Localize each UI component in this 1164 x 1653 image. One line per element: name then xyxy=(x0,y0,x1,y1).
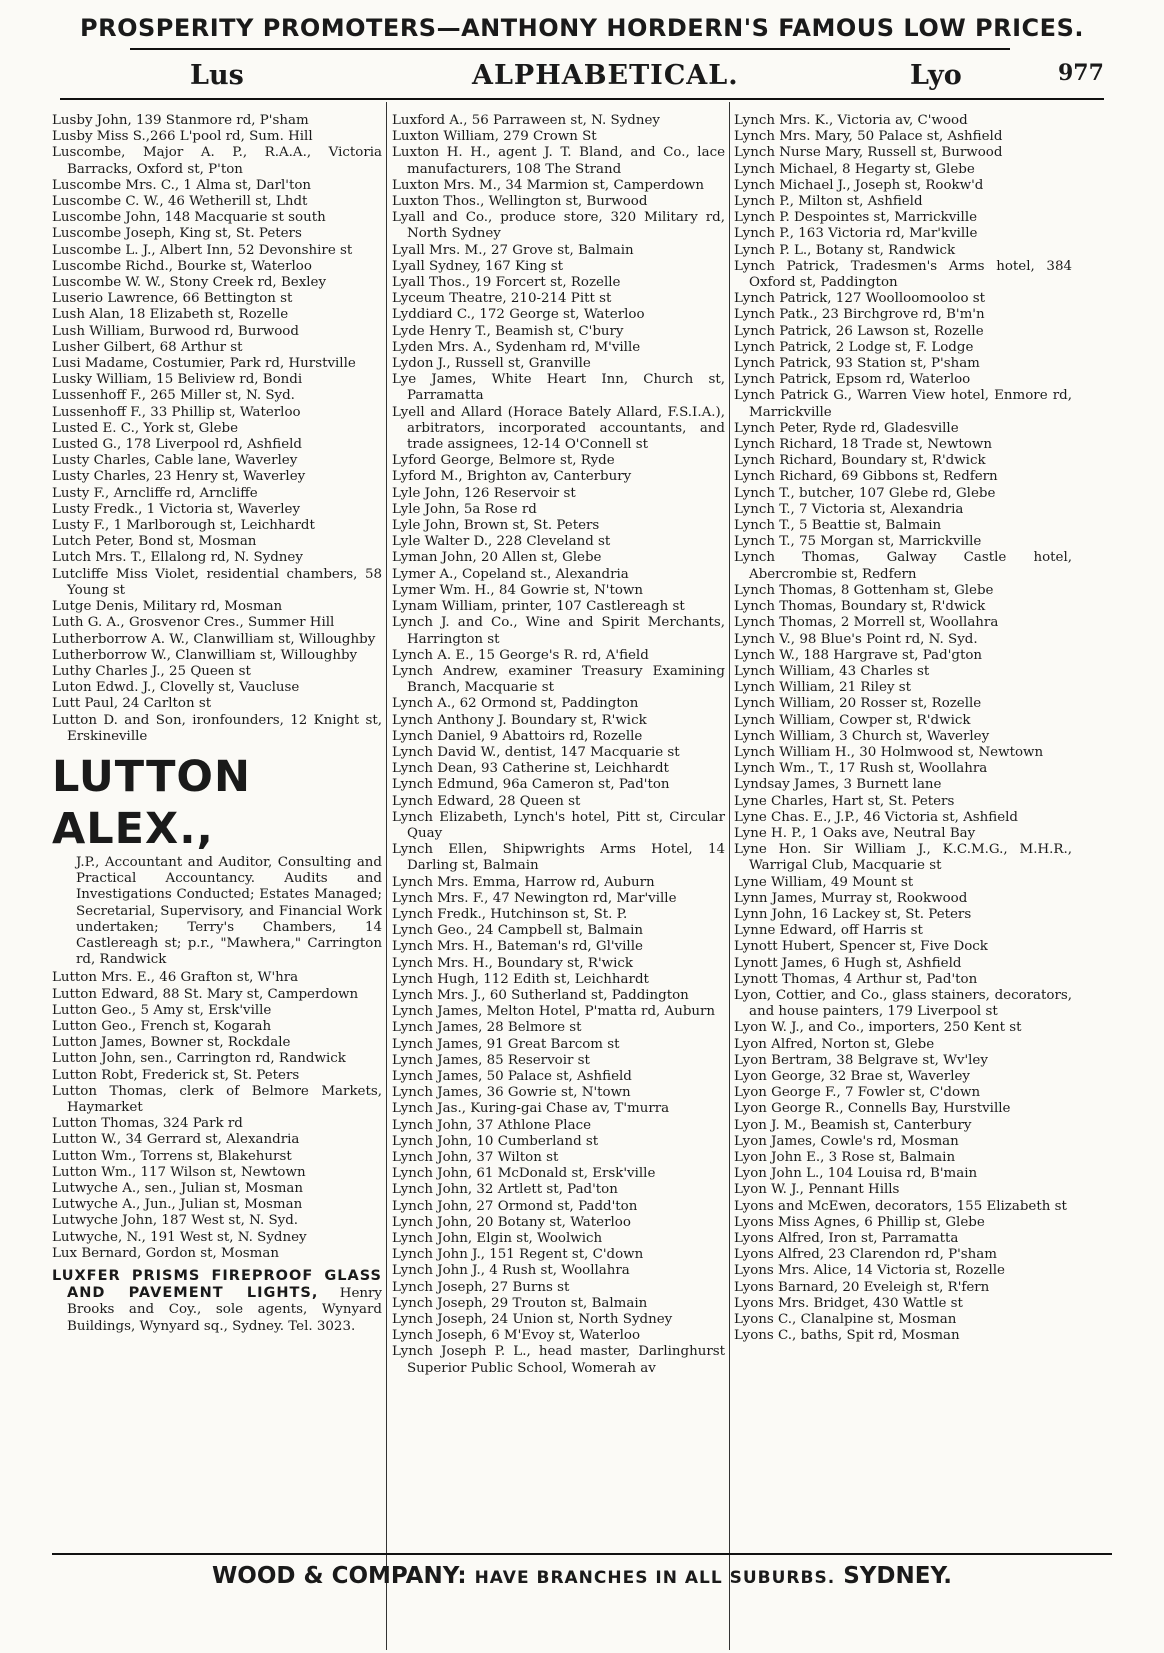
directory-entry: Luth G. A., Grosvenor Cres., Summer Hill xyxy=(52,615,335,631)
directory-entry: Lyceum Theatre, 210-214 Pitt st xyxy=(392,291,612,307)
directory-entry: Lutton Mrs. E., 46 Grafton st, W'hra xyxy=(52,970,299,986)
banner-rule xyxy=(130,48,1010,50)
directory-entry: Lutherborrow A. W., Clanwilliam st, Willoughby xyxy=(52,631,376,647)
directory-entry: Lynch Patrick, 93 Station st, P'sham xyxy=(734,356,980,372)
directory-entry: Lyall and Co., produce store, 320 Military rd, North Sydney xyxy=(392,210,725,242)
guide-word-left: Lus xyxy=(190,60,244,91)
directory-entry: Lyde Henry T., Beamish st, C'bury xyxy=(392,323,624,339)
directory-entry: Lyne Chas. E., J.P., 46 Victoria st, Ashfield xyxy=(734,809,1018,825)
directory-entry: Lynch Mrs. K., Victoria av, C'wood xyxy=(734,113,968,128)
directory-entry: Luscombe, Major A. P., R.A.A., Victoria Barracks, Oxford st, P'ton xyxy=(52,145,382,177)
directory-entry: Lyons Barnard, 20 Eveleigh st, R'fern xyxy=(734,1279,990,1295)
directory-entry: Lyon James, Cowle's rd, Mosman xyxy=(734,1133,959,1149)
directory-entry: Lynch J. and Co., Wine and Spirit Merchants, Harrington st xyxy=(392,615,725,647)
directory-entry: Lusty Charles, Cable lane, Waverley xyxy=(52,453,298,469)
directory-entry: Lynch A. E., 15 George's R. rd, A'field xyxy=(392,647,649,663)
directory-entry: Lusky William, 15 Beliview rd, Bondi xyxy=(52,372,303,388)
directory-entry: Lyle Walter D., 228 Cleveland st xyxy=(392,534,611,550)
directory-entry: Lush Alan, 18 Elizabeth st, Rozelle xyxy=(52,307,289,323)
directory-entry: Lynne Edward, off Harris st xyxy=(734,923,923,939)
directory-entry: Lusted E. C., York st, Glebe xyxy=(52,420,239,436)
directory-entry: Lutton Edward, 88 St. Mary st, Camperdown xyxy=(52,986,359,1002)
footer-middle: HAVE BRANCHES IN ALL SUBURBS. xyxy=(474,1568,836,1588)
directory-entry: Lynch W., 188 Hargrave st, Pad'gton xyxy=(734,647,983,663)
directory-entry: Lynch Mrs. Mary, 50 Palace st, Ashfield xyxy=(734,129,1003,145)
directory-entry: Lyons Alfred, 23 Clarendon rd, P'sham xyxy=(734,1247,997,1263)
directory-entry: Lusher Gilbert, 68 Arthur st xyxy=(52,339,243,355)
directory-entry: Lutton Geo., French st, Kogarah xyxy=(52,1018,272,1034)
directory-entry: Lyon W. J., and Co., importers, 250 Kent st xyxy=(734,1020,1022,1036)
directory-entry: Lyne Hon. Sir William J., K.C.M.G., M.H.R., Warrigal Club, Macquarie st xyxy=(734,842,1072,874)
directory-entry: Lynch Daniel, 9 Abattoirs rd, Rozelle xyxy=(392,728,643,744)
directory-entry: Lynch Patrick G., Warren View hotel, Enmore rd, Marrickville xyxy=(734,388,1072,420)
directory-entry: Lynch John, 32 Artlett st, Pad'ton xyxy=(392,1182,618,1198)
directory-entry: Luxton H. H., agent J. T. Bland, and Co., lace manufacturers, 108 The Strand xyxy=(392,145,725,177)
directory-entry: Lynch John J., 151 Regent st, C'down xyxy=(392,1247,644,1263)
directory-entry: Lynch John, 37 Athlone Place xyxy=(392,1117,592,1133)
directory-entry: Lyford George, Belmore st, Ryde xyxy=(392,453,615,469)
directory-entry: Lynch Patrick, 2 Lodge st, F. Lodge xyxy=(734,339,974,355)
directory-entry: Lutherborrow W., Clanwilliam st, Willoughby xyxy=(52,647,358,663)
directory-entry: Lyddiard C., 172 George st, Waterloo xyxy=(392,307,645,323)
advert-name: LUTTON ALEX., xyxy=(52,751,251,854)
directory-entry: Lynch T., butcher, 107 Glebe rd, Glebe xyxy=(734,485,996,501)
directory-entry: Lutton Wm., Torrens st, Blakehurst xyxy=(52,1148,292,1164)
directory-entry: Lynch Elizabeth, Lynch's hotel, Pitt st, Circular Quay xyxy=(392,809,725,841)
directory-entry: Lutton D. and Son, ironfounders, 12 Knight st, Erskineville xyxy=(52,712,382,744)
directory-entry: Lyell and Allard (Horace Bately Allard, F.S.I.A.), arbitrators, incorporated accountants, and trade assignees, 12-14 O'Connell st xyxy=(392,404,725,453)
directory-entry: Lynch Jas., Kuring-gai Chase av, T'murra xyxy=(392,1101,670,1117)
directory-entry: Lyon, Cottier, and Co., glass stainers, decorators, and house painters, 179 Liverpool st xyxy=(734,987,1072,1020)
entry-list xyxy=(734,113,1072,1344)
directory-entry: Lyons C., baths, Spit rd, Mosman xyxy=(734,1328,960,1344)
directory-entry: Lynch Ellen, Shipwrights Arms Hotel, 14 Darling st, Balmain xyxy=(392,842,725,874)
directory-entry: Lyall Thos., 19 Forcert st, Rozelle xyxy=(392,275,621,291)
directory-entry: Lyons Mrs. Alice, 14 Victoria st, Rozelle xyxy=(734,1263,1005,1279)
directory-entry: Lynch Thomas, 2 Morrell st, Woollahra xyxy=(734,615,999,631)
directory-entry: Lyle John, 126 Reservoir st xyxy=(392,485,576,501)
directory-entry: Lyon George, 32 Brae st, Waverley xyxy=(734,1068,970,1084)
entry-list xyxy=(52,970,382,1262)
directory-entry: Lynch Fredk., Hutchinson st, St. P. xyxy=(392,906,628,922)
directory-entry: Lynch Thomas, Galway Castle hotel, Abercrombie st, Redfern xyxy=(734,550,1072,582)
directory-entry: Lynch Thomas, 8 Gottenham st, Glebe xyxy=(734,582,994,598)
footer-rule xyxy=(52,1553,1112,1555)
directory-entry: Lynch Joseph, 27 Burns st xyxy=(392,1279,570,1295)
directory-entry: Lynch T., 75 Morgan st, Marrickville xyxy=(734,534,982,550)
directory-entry: Lynch Joseph, 6 M'Evoy st, Waterloo xyxy=(392,1328,641,1344)
directory-entry: Lynch P., Milton st, Ashfield xyxy=(734,194,923,210)
directory-entry: Lynott James, 6 Hugh st, Ashfield xyxy=(734,955,962,971)
directory-entry: Lush William, Burwood rd, Burwood xyxy=(52,323,299,339)
directory-entry: Lynch Joseph, 24 Union st, North Sydney xyxy=(392,1312,673,1328)
section-title: ALPHABETICAL. xyxy=(472,60,739,91)
directory-entry: Lynch John, 10 Cumberland st xyxy=(392,1133,599,1149)
directory-entry: Lutton Thomas, 324 Park rd xyxy=(52,1116,243,1132)
directory-entry: Luscombe W. W., Stony Creek rd, Bexley xyxy=(52,275,327,291)
directory-entry: Lynch William, 43 Charles st xyxy=(734,663,930,679)
directory-entry: Lydon J., Russell st, Granville xyxy=(392,356,591,372)
directory-entry: Lynch Anthony J. Boundary st, R'wick xyxy=(392,712,647,728)
running-head xyxy=(60,60,1104,100)
page-banner: PROSPERITY PROMOTERS—ANTHONY HORDERN'S FAMOUS LOW PRICES. xyxy=(80,14,1084,42)
directory-entry: Lynch Nurse Mary, Russell st, Burwood xyxy=(734,145,1003,161)
directory-entry: Lux Bernard, Gordon st, Mosman xyxy=(52,1245,279,1261)
footer-tail: SYDNEY. xyxy=(843,1563,953,1589)
directory-entry: Lusty Charles, 23 Henry st, Waverley xyxy=(52,469,306,485)
directory-entry: Lynch John, 20 Botany st, Waterloo xyxy=(392,1214,631,1230)
directory-entry: Lyndsay James, 3 Burnett lane xyxy=(734,777,942,793)
directory-entry: Lynch A., 62 Ormond st, Paddington xyxy=(392,696,639,712)
column-divider xyxy=(386,102,387,1650)
entry-list xyxy=(52,113,382,745)
directory-entry: Lutch Peter, Bond st, Mosman xyxy=(52,534,257,550)
directory-entry: Lyon Alfred, Norton st, Glebe xyxy=(734,1036,935,1052)
directory-entry: Lynch James, 50 Palace st, Ashfield xyxy=(392,1068,632,1084)
directory-entry: Lynch Richard, 18 Trade st, Newtown xyxy=(734,437,992,453)
directory-entry: Lynn John, 16 Lackey st, St. Peters xyxy=(734,906,972,922)
directory-entry: Lynch Peter, Ryde rd, Gladesville xyxy=(734,420,959,436)
directory-entry: Lynch Patrick, Tradesmen's Arms hotel, 384 Oxford st, Paddington xyxy=(734,258,1072,291)
directory-entry: Lynch James, 91 Great Barcom st xyxy=(392,1036,620,1052)
directory-entry: Lynch Mrs. Emma, Harrow rd, Auburn xyxy=(392,874,655,890)
directory-entry: Lynch William, 21 Riley st xyxy=(734,680,912,696)
directory-entry: Lynch Edward, 28 Queen st xyxy=(392,793,581,809)
directory-entry: Lyon George F., 7 Fowler st, C'down xyxy=(734,1085,981,1101)
directory-entry: Lyall Mrs. M., 27 Grove st, Balmain xyxy=(392,242,634,258)
directory-entry: Lymer Wm. H., 84 Gowrie st, N'town xyxy=(392,582,643,598)
footer-lead: WOOD & COMPANY: xyxy=(211,1563,467,1589)
directory-entry: Luscombe John, 148 Macquarie st south xyxy=(52,210,326,226)
page-footer xyxy=(0,1563,1164,1589)
directory-entry: Lyon John E., 3 Rose st, Balmain xyxy=(734,1150,956,1165)
directory-entry: Lynch Wm., T., 17 Rush st, Woollahra xyxy=(734,761,988,777)
directory-entry: Lynam William, printer, 107 Castlereagh st xyxy=(392,599,685,615)
directory-entry: Lyon W. J., Pennant Hills xyxy=(734,1182,900,1198)
directory-entry: Lynch John J., 4 Rush st, Woollahra xyxy=(392,1263,630,1279)
directory-entry: Lyons Alfred, Iron st, Parramatta xyxy=(734,1231,959,1247)
directory-entry: Luscombe Mrs. C., 1 Alma st, Darl'ton xyxy=(52,177,312,193)
directory-column-2 xyxy=(392,113,725,1377)
directory-entry: Lynch William H., 30 Holmwood st, Newtown xyxy=(734,744,1044,760)
directory-entry: Lymer A., Copeland st., Alexandria xyxy=(392,566,629,582)
directory-entry: Lyden Mrs. A., Sydenham rd, M'ville xyxy=(392,339,641,355)
directory-entry: Lutton James, Bowner st, Rockdale xyxy=(52,1035,291,1051)
directory-entry: Lynch Joseph P. L., head master, Darlinghurst Superior Public School, Womerah av xyxy=(392,1344,725,1376)
directory-entry: Lutton Wm., 117 Wilson st, Newtown xyxy=(52,1164,306,1180)
directory-entry: Lynn James, Murray st, Rookwood xyxy=(734,890,968,906)
directory-entry: Lynch T., 7 Victoria st, Alexandria xyxy=(734,501,964,517)
directory-entry: Lutton Geo., 5 Amy st, Ersk'ville xyxy=(52,1002,272,1018)
directory-entry: Lyle John, 5a Rose rd xyxy=(392,501,537,517)
directory-entry: Lynch Thomas, Boundary st, R'dwick xyxy=(734,599,986,615)
directory-entry: Lyon J. M., Beamish st, Canterbury xyxy=(734,1117,972,1133)
directory-entry: Lynott Hubert, Spencer st, Five Dock xyxy=(734,939,988,955)
directory-entry: Lynch James, Melton Hotel, P'matta rd, Auburn xyxy=(392,1004,716,1020)
directory-entry: Lussenhoff F., 33 Phillip st, Waterloo xyxy=(52,404,301,420)
directory-entry: Lutwyche, N., 191 West st, N. Sydney xyxy=(52,1229,307,1245)
directory-entry: Lynch Patrick, 26 Lawson st, Rozelle xyxy=(734,323,984,339)
directory-entry: Lutton Thomas, clerk of Belmore Markets, Haymarket xyxy=(52,1083,382,1115)
directory-entry: Lynch James, 85 Reservoir st xyxy=(392,1052,590,1068)
directory-entry: Luton Edwd. J., Clovelly st, Vaucluse xyxy=(52,680,300,696)
directory-entry: Lutwyche John, 187 West st, N. Syd. xyxy=(52,1213,299,1229)
directory-entry: Lyne H. P., 1 Oaks ave, Neutral Bay xyxy=(734,825,976,841)
advert-heading: LUXFER PRISMS FIREPROOF GLASS AND PAVEMENT LIGHTS, xyxy=(52,1268,382,1302)
directory-entry: Lynch John, 37 Wilton st xyxy=(392,1150,559,1165)
directory-entry: Lyman John, 20 Allen st, Glebe xyxy=(392,550,602,566)
directory-entry: Lusi Madame, Costumier, Park rd, Hurstville xyxy=(52,356,356,372)
directory-entry: Lynch John, Elgin st, Woolwich xyxy=(392,1231,603,1247)
directory-entry: Lyon Bertram, 38 Belgrave st, Wv'ley xyxy=(734,1052,988,1068)
directory-column-3 xyxy=(734,113,1072,1344)
directory-entry: Lynch William, 20 Rosser st, Rozelle xyxy=(734,696,982,712)
directory-entry: Lutwyche A., Jun., Julian st, Mosman xyxy=(52,1197,303,1213)
directory-entry: Lyne William, 49 Mount st xyxy=(734,874,914,890)
directory-entry: Lyons Mrs. Bridget, 430 Wattle st xyxy=(734,1295,963,1311)
directory-entry: Lynch Mrs. F., 47 Newington rd, Mar'ville xyxy=(392,890,677,906)
directory-entry: Lusby Miss S.,266 L'pool rd, Sum. Hill xyxy=(52,129,313,145)
directory-entry: Lynch James, 36 Gowrie st, N'town xyxy=(392,1085,631,1101)
directory-entry: Luscombe L. J., Albert Inn, 52 Devonshire st xyxy=(52,242,353,258)
directory-entry: Luscombe Joseph, King st, St. Peters xyxy=(52,226,302,242)
head-rule xyxy=(60,98,1104,100)
directory-entry: Lynch John, 61 McDonald st, Ersk'ville xyxy=(392,1166,656,1182)
directory-entry: Lynch John, 27 Ormond st, Padd'ton xyxy=(392,1198,638,1214)
directory-entry: Lusty Fredk., 1 Victoria st, Waverley xyxy=(52,501,301,517)
directory-entry: Lye James, White Heart Inn, Church st, Parramatta xyxy=(392,372,725,404)
directory-entry: Lyons and McEwen, decorators, 155 Elizabeth st xyxy=(734,1198,1067,1214)
directory-entry: Lynch Edmund, 96a Cameron st, Pad'ton xyxy=(392,777,670,793)
lutton-advertisement xyxy=(52,751,382,968)
directory-entry: Lynch James, 28 Belmore st xyxy=(392,1020,582,1036)
directory-entry: Lusted G., 178 Liverpool rd, Ashfield xyxy=(52,437,302,453)
directory-entry: Luxton Mrs. M., 34 Marmion st, Camperdown xyxy=(392,177,704,193)
directory-entry: Luxton Thos., Wellington st, Burwood xyxy=(392,194,648,210)
directory-entry: Lutt Paul, 24 Carlton st xyxy=(52,696,212,712)
column-divider xyxy=(729,102,730,1650)
directory-entry: Lutton W., 34 Gerrard st, Alexandria xyxy=(52,1132,300,1148)
directory-entry: Lyon John L., 104 Louisa rd, B'main xyxy=(734,1166,978,1182)
directory-entry: Lusby John, 139 Stanmore rd, P'sham xyxy=(52,113,309,128)
directory-entry: Lutcliffe Miss Violet, residential chambers, 58 Young st xyxy=(52,566,382,598)
directory-entry: Lutton John, sen., Carrington rd, Randwick xyxy=(52,1051,346,1067)
directory-entry: Lynch T., 5 Beattie st, Balmain xyxy=(734,518,942,534)
directory-entry: Lutton Robt, Frederick st, St. Peters xyxy=(52,1067,300,1083)
directory-entry: Luscombe C. W., 46 Wetherill st, Lhdt xyxy=(52,194,308,210)
directory-entry: Luthy Charles J., 25 Queen st xyxy=(52,663,251,679)
directory-entry: Lyne Charles, Hart st, St. Peters xyxy=(734,793,955,809)
advert-text: J.P., Accountant and Auditor, Consulting and Practical Accountancy. Audits and Investigations Conducted; Estates Managed; Secretarial, Supervisory, and Financial Work undertaken; Terry's Chambers, 14 Castlereagh st; p.r., "Mawhera," Carrington rd, Randwick xyxy=(76,854,382,968)
directory-entry: Lussenhoff F., 265 Miller st, N. Syd. xyxy=(52,388,295,404)
directory-entry: Lynch Michael, 8 Hegarty st, Glebe xyxy=(734,161,975,177)
entry-list xyxy=(392,113,725,1377)
directory-entry: Lynch V., 98 Blue's Point rd, N. Syd. xyxy=(734,631,978,647)
directory-entry: Lynch Patrick, Epsom rd, Waterloo xyxy=(734,372,971,388)
directory-entry: Luscombe Richd., Bourke st, Waterloo xyxy=(52,258,312,274)
directory-entry: Lutwyche A., sen., Julian st, Mosman xyxy=(52,1180,303,1196)
directory-entry: Lynch Joseph, 29 Trouton st, Balmain xyxy=(392,1295,648,1311)
directory-entry: Lynch Mrs. J., 60 Sutherland st, Paddington xyxy=(392,987,689,1003)
directory-entry: Lynch Mrs. H., Boundary st, R'wick xyxy=(392,955,633,971)
directory-entry: Luxton William, 279 Crown St xyxy=(392,129,597,145)
directory-entry: Luserio Lawrence, 66 Bettington st xyxy=(52,291,293,307)
directory-entry: Lynch Hugh, 112 Edith st, Leichhardt xyxy=(392,971,649,987)
directory-entry: Lynch William, Cowper st, R'dwick xyxy=(734,712,971,728)
directory-entry: Lyford M., Brighton av, Canterbury xyxy=(392,469,632,485)
directory-entry: Lynch Michael J., Joseph st, Rookw'd xyxy=(734,177,984,193)
directory-entry: Luxford A., 56 Parraween st, N. Sydney xyxy=(392,113,660,128)
directory-column-1 xyxy=(52,113,382,1335)
directory-entry: Lynch David W., dentist, 147 Macquarie st xyxy=(392,744,680,760)
directory-entry: Lyons Miss Agnes, 6 Phillip st, Glebe xyxy=(734,1214,985,1230)
advert-text: Henry Brooks and Coy., sole agents, Wynyard Buildings, Wynyard sq., Sydney. Tel. 3023. xyxy=(67,1286,382,1334)
directory-entry: Lynch P., 163 Victoria rd, Mar'kville xyxy=(734,226,978,242)
directory-entry: Lynch William, 3 Church st, Waverley xyxy=(734,728,990,744)
directory-entry: Lyle John, Brown st, St. Peters xyxy=(392,518,600,534)
directory-entry: Lyons C., Clanalpine st, Mosman xyxy=(734,1312,957,1328)
directory-entry: Lynch P. L., Botany st, Randwick xyxy=(734,242,956,258)
directory-entry: Lynch Patrick, 127 Woolloomooloo st xyxy=(734,291,986,307)
directory-entry: Lynch Patk., 23 Birchgrove rd, B'm'n xyxy=(734,307,985,323)
directory-entry: Lynott Thomas, 4 Arthur st, Pad'ton xyxy=(734,971,978,987)
directory-entry: Lynch Dean, 93 Catherine st, Leichhardt xyxy=(392,761,669,777)
directory-entry: Lutge Denis, Military rd, Mosman xyxy=(52,599,283,615)
directory-entry: Lynch Mrs. H., Bateman's rd, Gl'ville xyxy=(392,939,643,955)
directory-entry: Lynch Richard, Boundary st, R'dwick xyxy=(734,453,986,469)
directory-entry: Lusty F., Arncliffe rd, Arncliffe xyxy=(52,485,258,501)
page-number: 977 xyxy=(1058,60,1104,86)
guide-word-right: Lyo xyxy=(910,60,962,91)
directory-entry: Lynch Geo., 24 Campbell st, Balmain xyxy=(392,923,644,939)
directory-entry: Lutch Mrs. T., Ellalong rd, N. Sydney xyxy=(52,550,303,566)
directory-entry: Lynch Richard, 69 Gibbons st, Redfern xyxy=(734,469,998,485)
directory-entry: Lyall Sydney, 167 King st xyxy=(392,258,563,274)
directory-entry: Lusty F., 1 Marlborough st, Leichhardt xyxy=(52,518,315,534)
directory-entry: Lynch Andrew, examiner Treasury Examining Branch, Macquarie st xyxy=(392,663,725,696)
directory-entry: Lynch P. Despointes st, Marrickville xyxy=(734,210,978,226)
luxfer-advertisement xyxy=(52,1268,382,1335)
directory-entry: Lyon George R., Connells Bay, Hurstville xyxy=(734,1101,1011,1117)
